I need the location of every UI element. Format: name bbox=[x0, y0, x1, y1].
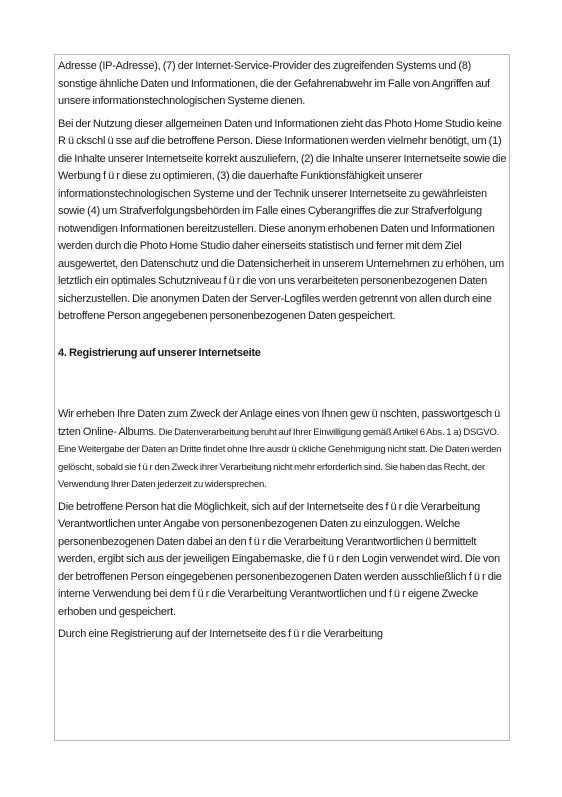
document-page bbox=[54, 54, 510, 741]
paragraph-consent-legal-basis: Die Datenverarbeitung beruht auf Ihrer Einwilligung gemäß Artikel 6 Abs. 1 a) DSGVO. Eine Weitergabe der Daten an Dritte findet ohne Ihre ausdr ü ckliche Genehmigung nicht statt. Die Daten werden gelöscht, sobald sie f ü r den Zweck ihrer Verarbeitung nicht mehr erforderlich sind. Sie haben das Recht, der Verwendung Ihrer Daten jederzeit zu widersprechen. bbox=[58, 426, 502, 490]
section-spacer bbox=[58, 362, 508, 406]
paragraph-online-album-intro: Wir erheben Ihre Daten zum Zweck der Anlage eines von Ihnen gew ü nschten, passwortgesch ü tzten Online- Albums. bbox=[58, 408, 501, 438]
paragraph-online-album bbox=[58, 406, 508, 494]
section-heading-registration: 4. Registrierung auf unserer Internetseite bbox=[58, 346, 261, 359]
paragraph-ip-address: Adresse (IP-Adresse), (7) der Internet-Service-Provider des zugreifenden Systems und (8) sonstige ähnliche Daten und Informationen, die der Gefahrenabwehr im Falle von Angriffen auf unsere informationstechnologischen Systeme dienen. bbox=[58, 60, 490, 107]
paragraph-login-data: Die betroffene Person hat die Möglichkeit, sich auf der Internetseite des f ü r die Verarbeitung Verantwortlichen unter Angabe von personenbezogenen Daten zu einzuloggen. Welche personenbezogenen Daten dabei an den f ü r die Verarbeitung Verantwortlichen ü bermittelt werden, ergibt sich aus der jeweiligen Eingabemaske, die f ü r den Login verwendet wird. Die von der betroffenen Person eingegebenen personenbezogenen Daten werden ausschließlich f ü r die interne Verwendung bei dem f ü r die Verarbeitung Verantwortlichen und f ü r eigene Zwecke erhoben und gespeichert. bbox=[58, 500, 502, 618]
paragraph-general-data-usage: Bei der Nutzung dieser allgemeinen Daten und Informationen zieht das Photo Home Studio keine R ü ckschl ü sse auf die betroffene Person. Diese Informationen werden vielmehr benötigt, um (1) die Inhalte unserer Internetseite korrekt auszuliefern, (2) die Inhalte unserer Internetseite sowie die Werbung f ü r diese zu optimieren, (3) die dauerhafte Funktionsfähigkeit unserer informationstechnologischen Systeme und der Technik unserer Internetseite zu gewährleisten sowie (4) um Strafverfolgungsbehörden im Falle eines Cyberangriffes die zur Strafverfolgung notwendigen Informationen bereitzustellen. Diese anonym erhobenen Daten und Informationen werden durch die Photo Home Studio daher einerseits statistisch und ferner mit dem Ziel ausgewertet, den Datenschutz und die Datensicherheit in unserem Unternehmen zu erhöhen, um letztlich ein optimales Schutzniveau f ü r die von uns verarbeiteten personenbezogenen Daten sicherzustellen. Die anonymen Daten der Server-Logfiles werden getrennt von allen durch eine betroffene Person angegebenen personenbezogenen Daten gespeichert. bbox=[58, 117, 507, 322]
paragraph-registration-continued: Durch eine Registrierung auf der Internetseite des f ü r die Verarbeitung bbox=[58, 628, 383, 640]
